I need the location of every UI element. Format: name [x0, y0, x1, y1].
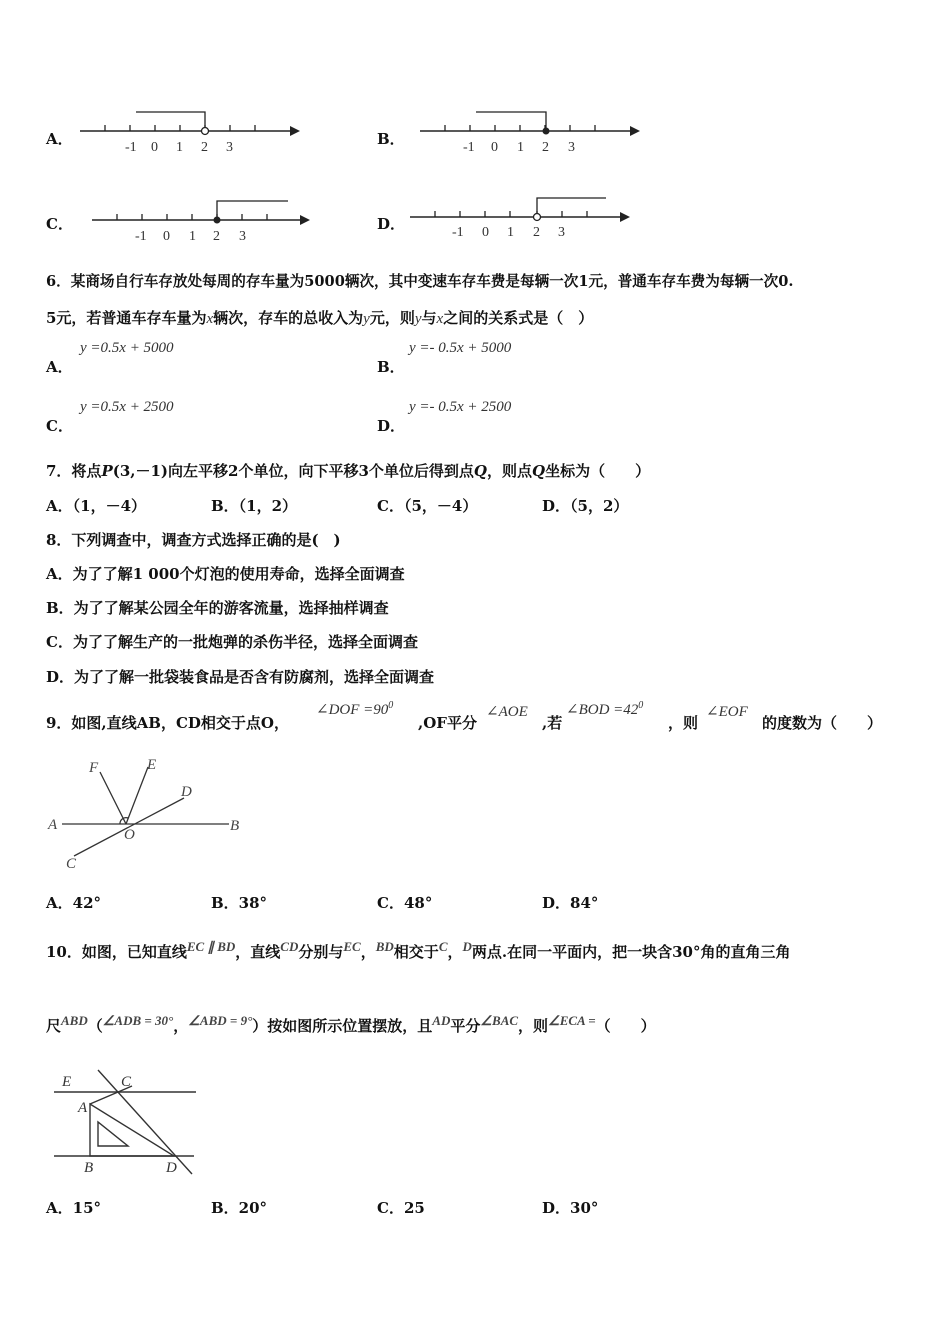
label-c: C — [121, 1074, 132, 1090]
tick-label: 3 — [568, 140, 575, 155]
tick-label: 0 — [151, 140, 158, 155]
q9-formula-eof: ∠EOF — [706, 704, 748, 720]
tick-label: 2 — [201, 140, 208, 155]
q10-stem-line2: 尺ABD（∠ADB = 30°，∠ABD = 9°）按如图所示位置摆放，且AD平分∠BAC，则∠ECA =（ ） — [46, 1013, 656, 1035]
tick-label: 2 — [542, 140, 549, 155]
q9-formula-dof: ∠DOF $=90^0$ — [316, 700, 394, 718]
q5-option-d-numberline — [408, 190, 638, 245]
tick-label: -1 — [125, 140, 137, 155]
q7-stem: 7．将点P(3,－1)向左平移2个单位，向下平移3个单位后得到点Q，则点Q坐标为（ ） — [46, 462, 651, 480]
label-f: F — [89, 760, 99, 776]
q8-option-d: D．为了了解一批袋装食品是否含有防腐剂，选择全面调查 — [46, 668, 435, 686]
q6-stem-line2: 5元，若普通车存车量为x辆次，存车的总收入为y元，则y与x之间的关系式是（ ） — [46, 309, 594, 327]
q5-option-a-numberline — [78, 104, 308, 159]
tick-label: 1 — [517, 140, 524, 155]
label-a: A — [78, 1100, 88, 1116]
tick-label: 0 — [163, 229, 170, 244]
q6-option-b-label: B． — [377, 358, 405, 376]
tick-label: 3 — [226, 140, 233, 155]
q7-option-b: B．（1，2） — [211, 497, 298, 515]
tick-label: 1 — [176, 140, 183, 155]
tick-label: 2 — [213, 229, 220, 244]
q5-option-b-numberline — [418, 104, 648, 159]
q6-option-d-formula: y =- 0.5x + 2500 — [409, 399, 512, 415]
label-c: C — [66, 856, 77, 872]
tick-label: 1 — [189, 229, 196, 244]
tick-label: 3 — [558, 225, 565, 240]
q9-stem-e: 的度数为（ ） — [762, 714, 883, 732]
label-b: B — [230, 818, 240, 834]
q10-figure — [44, 1066, 209, 1178]
q7-option-a: A．（1，－4） — [46, 497, 147, 515]
q7-option-d: D．（5，2） — [542, 497, 629, 515]
q8-stem: 8．下列调查中，调查方式选择正确的是( ) — [46, 531, 341, 549]
label-e: E — [62, 1074, 72, 1090]
label-e: E — [147, 757, 157, 773]
q9-stem-b: ,OF平分 — [418, 714, 477, 732]
tick-label: -1 — [463, 140, 475, 155]
q9-option-d: D．84° — [542, 894, 599, 912]
q6-option-a-formula: y =0.5x + 5000 — [80, 340, 174, 356]
q9-stem-a: 9．如图,直线AB，CD相交于点O， — [46, 714, 289, 732]
q9-option-c: C．48° — [377, 894, 433, 912]
q6-stem-line1: 6．某商场自行车存放处每周的存车量为5000辆次，其中变速车存车费是每辆一次1元，普通车存车费为每辆一次0. — [46, 273, 794, 290]
q9-formula-bod: ∠BOD $=42^0$ — [566, 700, 644, 718]
q8-option-c: C．为了了解生产的一批炮弹的杀伤半径，选择全面调查 — [46, 633, 418, 651]
tick-label: 0 — [491, 140, 498, 155]
tick-label: 3 — [239, 229, 246, 244]
tick-label: 0 — [482, 225, 489, 240]
q9-formula-aoe: ∠AOE — [486, 704, 528, 720]
tick-label: -1 — [452, 225, 464, 240]
q5-option-c-numberline — [90, 190, 320, 245]
q5-option-b-label: B． — [377, 130, 405, 148]
tick-label: 1 — [507, 225, 514, 240]
q9-option-a: A．42° — [46, 894, 102, 912]
label-d: D — [181, 784, 192, 800]
q6-option-c-label: C． — [46, 417, 73, 435]
q6-option-a-label: A． — [46, 358, 73, 376]
label-o: O — [124, 827, 135, 843]
tick-label: -1 — [135, 229, 147, 244]
q6-option-c-formula: y =0.5x + 2500 — [80, 399, 174, 415]
q10-option-c: C．25 — [377, 1199, 425, 1217]
q5-option-d-label: D． — [377, 215, 406, 233]
q9-stem-c: ,若 — [542, 714, 563, 732]
q10-option-a: A．15° — [46, 1199, 102, 1217]
q9-option-b: B．38° — [211, 894, 268, 912]
label-a: A — [48, 817, 58, 833]
q6-option-d-label: D． — [377, 417, 406, 435]
q8-option-a: A．为了了解1 000个灯泡的使用寿命，选择全面调查 — [46, 565, 405, 583]
q5-option-a-label: A． — [46, 130, 73, 148]
q5-option-c-label: C． — [46, 215, 73, 233]
q7-option-c: C．（5，－4） — [377, 497, 478, 515]
q10-option-d: D．30° — [542, 1199, 599, 1217]
label-b: B — [84, 1160, 94, 1176]
label-d: D — [166, 1160, 177, 1176]
q6-option-b-formula: y =- 0.5x + 5000 — [409, 340, 512, 356]
q9-stem-d: ，则 — [668, 714, 699, 732]
q10-stem-line1: 10．如图，已知直线EC ∥ BD，直线CD分别与EC，BD相交于C，D两点.在同一平面内，把一块含30°角的直角三角 — [46, 939, 791, 961]
q9-figure — [44, 752, 254, 877]
q10-option-b: B．20° — [211, 1199, 268, 1217]
q8-option-b: B．为了了解某公园全年的游客流量，选择抽样调查 — [46, 599, 389, 617]
tick-label: 2 — [533, 225, 540, 240]
